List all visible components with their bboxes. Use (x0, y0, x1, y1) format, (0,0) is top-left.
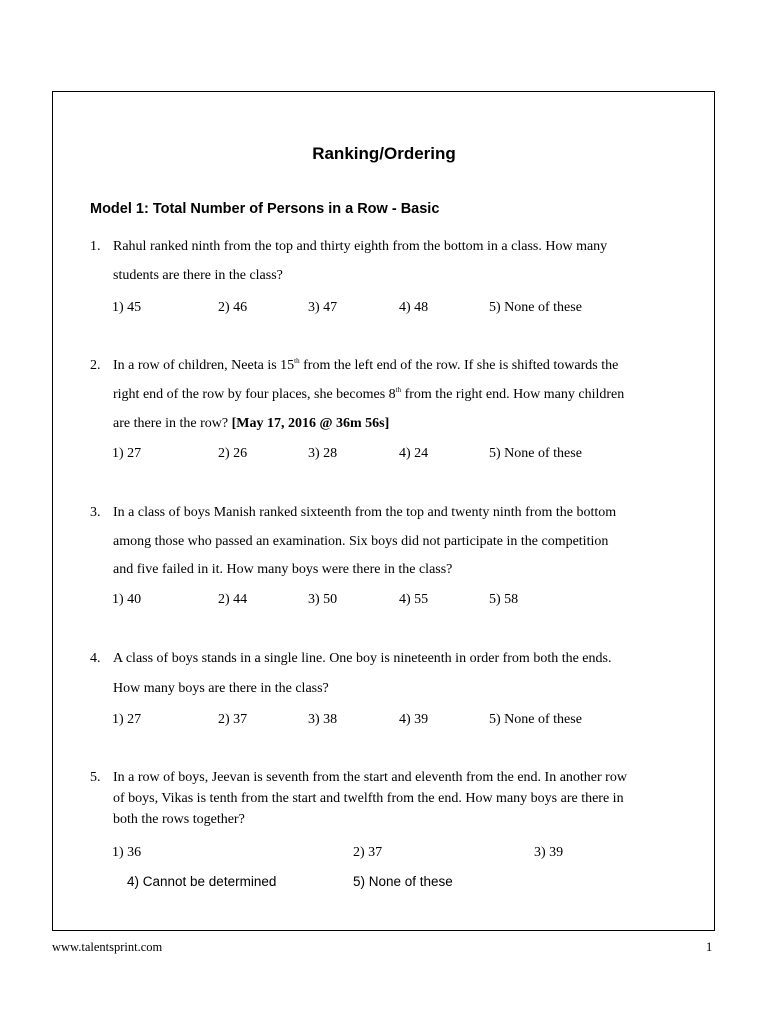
option-5: 5) None of these (489, 300, 582, 315)
page-title: Ranking/Ordering (312, 144, 456, 163)
option-1: 1) 45 (112, 300, 142, 315)
option-3: 3) 28 (308, 446, 338, 461)
question-text-line: right end of the row by four places, she becomes 8th from the right end. How many children (113, 386, 625, 402)
option-5: 5) None of these (489, 446, 582, 461)
option-4: 4) 39 (399, 712, 429, 727)
footer-website: www.talentsprint.com (52, 940, 163, 954)
option-2: 2) 37 (218, 712, 248, 727)
option-2: 2) 26 (218, 446, 248, 461)
question-text-line: In a row of boys, Jeevan is seventh from the start and eleventh from the end. In another row (113, 770, 627, 785)
page-number: 1 (706, 940, 713, 954)
option-5: 5) 58 (489, 592, 519, 607)
option-1: 1) 27 (112, 446, 142, 461)
question-number: 5. (90, 770, 101, 785)
option-4: 4) 48 (399, 300, 429, 315)
question-text-line: both the rows together? (113, 812, 245, 827)
question-text-line: In a class of boys Manish ranked sixteenth from the top and twenty ninth from the bottom (113, 505, 617, 520)
question-text-line: of boys, Vikas is tenth from the start and twelfth from the end. How many boys are there in (113, 791, 624, 806)
option-2: 2) 46 (218, 300, 248, 315)
question-text-line: Rahul ranked ninth from the top and thirty eighth from the bottom in a class. How many (113, 239, 608, 254)
question-text-line: In a row of children, Neeta is 15th from the left end of the row. If she is shifted towards the (113, 357, 619, 373)
option-1: 1) 27 (112, 712, 142, 727)
option-1: 1) 36 (112, 845, 142, 860)
question-number: 1. (90, 239, 101, 254)
option-3: 3) 47 (308, 300, 338, 315)
option-4: 4) 24 (399, 446, 429, 461)
model-heading: Model 1: Total Number of Persons in a Row - Basic (90, 201, 440, 217)
option-2: 2) 37 (353, 845, 383, 860)
question-number: 4. (90, 651, 101, 666)
question-text-line: among those who passed an examination. Six boys did not participate in the competition (113, 534, 609, 549)
question-text-line: A class of boys stands in a single line. One boy is nineteenth in order from both the ends. (113, 651, 612, 666)
exam-reference: [May 17, 2016 @ 36m 56s] (231, 416, 390, 431)
question-number: 2. (90, 358, 101, 373)
option-3: 3) 39 (534, 845, 564, 860)
option-1: 1) 40 (112, 592, 142, 607)
option-5: 5) None of these (489, 712, 582, 727)
question-number: 3. (90, 505, 101, 520)
question-text-line: and five failed in it. How many boys were there in the class? (113, 562, 453, 577)
option-3: 3) 50 (308, 592, 338, 607)
question-text-line: students are there in the class? (113, 268, 283, 283)
question-text-line: are there in the row? [May 17, 2016 @ 36m 56s] (113, 416, 390, 431)
option-2: 2) 44 (218, 592, 248, 607)
option-5: 5) None of these (353, 874, 453, 889)
option-3: 3) 38 (308, 712, 338, 727)
option-4: 4) 55 (399, 592, 429, 607)
question-text-line: How many boys are there in the class? (113, 681, 329, 696)
option-4: 4) Cannot be determined (127, 874, 277, 889)
